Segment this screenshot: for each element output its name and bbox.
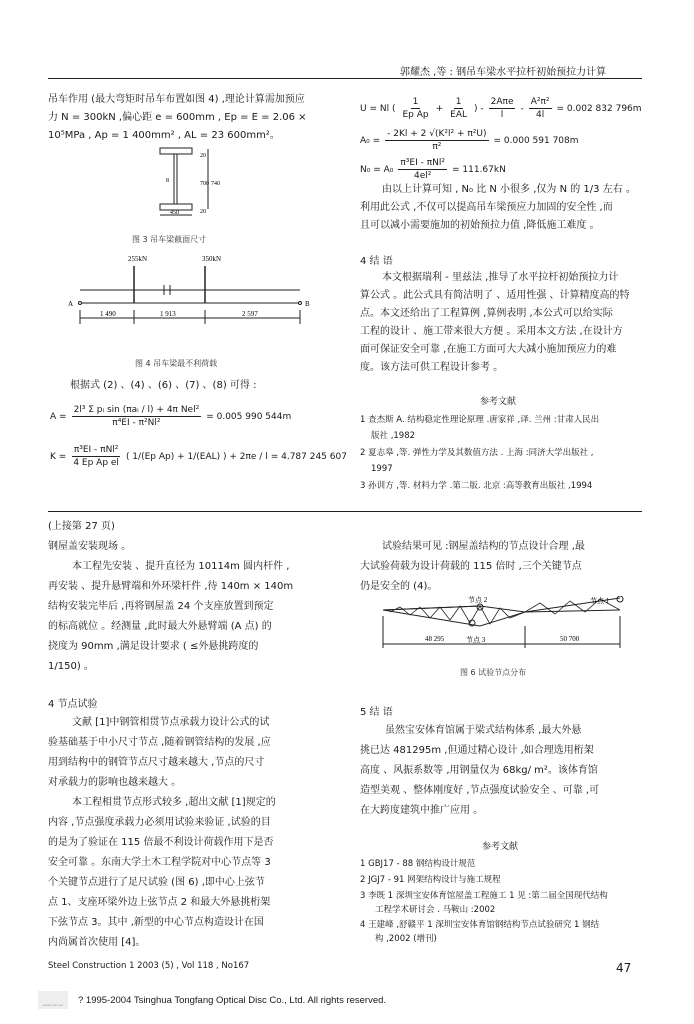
dim-label: 450 bbox=[170, 210, 179, 216]
section-divider bbox=[48, 511, 642, 512]
text-line: 再安装 、提升悬臂端和外环梁杆件 ,待 140m × 140m bbox=[48, 581, 294, 592]
eq-numerator: 2Aπe bbox=[490, 97, 514, 107]
span-label: 2 597 bbox=[242, 310, 258, 318]
dim-label: 20 bbox=[200, 153, 206, 159]
text-line: 本工程先安装 、提升直径为 10114m 圆内杆件 , bbox=[72, 561, 290, 572]
span-label: 1 490 bbox=[100, 310, 116, 318]
span-label: 50 700 bbox=[560, 635, 580, 643]
eq-lhs: U = Nl ( bbox=[360, 103, 396, 114]
text-line: 本文根据瑞利 - 里兹法 ,推导了水平拉杆初始预拉力计 bbox=[382, 272, 619, 283]
load-label: 255kN bbox=[128, 255, 148, 263]
continued-note: (上接第 27 页) bbox=[48, 521, 115, 532]
references-heading: 参考文献 bbox=[482, 842, 519, 852]
text-line: 在大跨度建筑中推广应用 。 bbox=[360, 805, 484, 816]
fig4-caption: 图 4 吊车梁最不利荷载 bbox=[135, 359, 218, 368]
text-line: 用到结构中的钢管节点尺寸越来越大 ,节点的尺寸 bbox=[48, 757, 265, 768]
text-line: 利用此公式 ,不仅可以提高吊车梁预应力加固的安全性 ,而 bbox=[360, 202, 613, 213]
eq-denominator: π⁴EI - π²Nl² bbox=[112, 418, 161, 428]
dim-label: 8 bbox=[166, 178, 169, 184]
load-label: 350kN bbox=[202, 255, 222, 263]
section-heading: 4 结 语 bbox=[360, 256, 393, 267]
eq-denominator: 4 Ep Ap el bbox=[73, 458, 119, 468]
eq-result: = 0.002 832 796m bbox=[556, 103, 642, 114]
eq-denominator: EAL bbox=[450, 110, 468, 120]
text-line: 吊车作用 (最大弯矩时吊车布置如图 4) ,理论计算需加预应 bbox=[48, 94, 305, 105]
text-line: 安全可靠 。东南大学土木工程学院对中心节点等 3 bbox=[48, 857, 271, 868]
node-label: 节点 3 bbox=[466, 636, 486, 644]
text-line: 下弦节点 3。其中 ,新型的中心节点构造设计在国 bbox=[48, 917, 264, 928]
text-line: 本工程相贯节点形式较多 ,超出文献 [1]规定的 bbox=[72, 797, 276, 808]
eq-result: = 111.67kN bbox=[451, 164, 506, 175]
text-line: 点 1、支座环梁外边上弦节点 2 和最大外悬挑桁架 bbox=[48, 897, 271, 908]
text-line: 度。该方法可供工程设计参考 。 bbox=[360, 362, 504, 373]
text-line: 算公式 。此公式具有简洁明了 、适用性强 、计算精度高的特 bbox=[360, 290, 630, 301]
text-line: 文献 [1]中钢管相贯节点承载力设计公式的试 bbox=[72, 717, 270, 728]
eq-numerator: 1 bbox=[412, 97, 419, 107]
references-heading: 参考文献 bbox=[480, 397, 517, 407]
text-line: 力 N = 300kN ,偏心距 e = 600mm , Ep = E = 2.06 × bbox=[48, 112, 307, 123]
section-heading: 4 节点试验 bbox=[48, 699, 98, 710]
text-line: 由以上计算可知 , N₀ 比 N 小很多 ,仅为 N 的 1/3 左右 。 bbox=[382, 184, 636, 195]
eq-result: = 4.787 245 607 bbox=[270, 451, 347, 462]
node-label: 节点 1 bbox=[590, 597, 610, 605]
text-line: 的标高就位 。经测量 ,此时最大外悬臂端 (A 点) 的 bbox=[48, 621, 272, 632]
text-line: 内尚属首次使用 [4]。 bbox=[48, 937, 146, 948]
reference-item: 版社 ,1982 bbox=[371, 431, 416, 441]
text-line: 挑已达 481295m ,但通过精心设计 ,如合理选用桁架 bbox=[360, 745, 594, 756]
eq-numerator: π³EI - πNl² bbox=[400, 158, 445, 168]
reference-item: 1 查杰斯 A. 结构稳定性理论原理 .唐家祥 ,译. 兰州 :甘肃人民出 bbox=[360, 415, 600, 425]
eq-numerator: 1 bbox=[455, 97, 462, 107]
eq-lhs: A = bbox=[50, 411, 67, 422]
eq-denominator: l bbox=[500, 110, 504, 120]
equation-intro: 根据式 (2) 、(4) 、(6) 、(7) 、(8) 可得 : bbox=[70, 380, 257, 391]
eq-denominator: π² bbox=[432, 142, 442, 152]
point-label: B bbox=[305, 300, 310, 308]
eq-denominator: Ep Ap bbox=[402, 110, 429, 120]
text-line: 1/150) 。 bbox=[48, 661, 94, 672]
text-line: 工程的设计 、施工带来很大方便 。采用本文方法 ,在设计方 bbox=[360, 326, 623, 337]
eq-denominator: 4el² bbox=[413, 171, 432, 181]
text-line: 验基础基于中小尺寸节点 ,随着钢管结构的发展 ,应 bbox=[48, 737, 271, 748]
reference-item: 2 JGJ7 - 91 网架结构设计与施工规程 bbox=[360, 875, 501, 885]
reference-item: 3 孙训方 ,等. 材料力学 .第二版. 北京 :高等教育出版社 ,1994 bbox=[360, 481, 593, 491]
fig6-caption: 图 6 试验节点分布 bbox=[460, 668, 527, 677]
reference-item: 2 夏志皋 ,等. 弹性力学及其数值方法 . 上海 :同济大学出版社 , bbox=[360, 448, 594, 458]
dim-label: 700 bbox=[200, 181, 209, 187]
journal-footer: Steel Construction 1 2003 (5) , Vol 118 , No167 bbox=[48, 961, 250, 971]
eq-lhs: K = bbox=[50, 451, 67, 462]
span-label: 48 295 bbox=[425, 635, 445, 643]
text-line: 点。本文还给出了工程算例 ,算例表明 ,本公式可以给实际 bbox=[360, 308, 613, 319]
eq-result: = 0.000 591 708m bbox=[493, 135, 579, 146]
dim-label: 20 bbox=[200, 209, 206, 215]
text-line: 个关键节点进行了足尺试验 (图 6) ,即中心上弦节 bbox=[48, 877, 265, 888]
text-line: 钢屋盖安装现场 。 bbox=[48, 541, 132, 552]
text-line: 的是为了验证在 115 倍最不利设计荷载作用下是否 bbox=[48, 837, 274, 848]
dim-label: 740 bbox=[211, 181, 220, 187]
page-number: 47 bbox=[616, 961, 632, 975]
reference-item: 1 GBJ17 - 88 钢结构设计规范 bbox=[360, 859, 476, 869]
fig4-load-diagram bbox=[62, 252, 332, 332]
point-label: A bbox=[68, 300, 74, 308]
eq-numerator: π³EI - πNl² bbox=[73, 445, 119, 455]
fig6-truss-diagram bbox=[380, 596, 640, 658]
eq-lhs: N₀ = A₀ bbox=[360, 164, 394, 175]
reference-item: 工程学术研讨会 . 马鞍山 :2002 bbox=[375, 905, 496, 915]
logo-text: www.cnki.net bbox=[42, 1003, 64, 1007]
reference-item: 构 ,2002 (增刊) bbox=[375, 934, 437, 944]
text-line: 面可保证安全可靠 ,在施工方面可大大减小施加预应力的难 bbox=[360, 344, 617, 355]
eq-numerator: - 2Kl + 2 √(K²l² + π²U) bbox=[387, 129, 487, 139]
text-line: 挠度为 90mm ,满足设计要求 ( ≤外悬挑跨度的 bbox=[48, 641, 259, 652]
fig3-ibeam-diagram bbox=[150, 145, 230, 217]
fig3-caption: 图 3 吊车梁截面尺寸 bbox=[132, 235, 207, 244]
reference-item: 4 王建峰 ,舒赣平 1 深圳宝安体育馆钢结构节点试验研究 1 钢结 bbox=[360, 920, 600, 930]
text-line: 内容 ,节点强度承载力必须用试验来验证 ,试验的目 bbox=[48, 817, 271, 828]
header-rule bbox=[48, 78, 642, 79]
text-line: 10⁵MPa , Ap = 1 400mm² , AL = 23 600mm²。 bbox=[48, 130, 280, 141]
eq-numerator: 2l³ Σ pᵢ sin (πaᵢ / l) + 4π Nel² bbox=[73, 405, 200, 415]
text-line: 试验结果可见 :钢屋盖结构的节点设计合理 ,最 bbox=[382, 541, 585, 552]
section-heading: 5 结 语 bbox=[360, 707, 393, 718]
equation-A0 bbox=[360, 128, 579, 153]
span-label: 1 913 bbox=[160, 310, 176, 318]
node-label: 节点 2 bbox=[468, 596, 488, 604]
text-line: 且可以减小需要施加的初始预拉力值 ,降低施工难度 。 bbox=[360, 220, 600, 231]
text-line: 虽然宝安体育馆属于梁式结构体系 ,最大外悬 bbox=[385, 725, 582, 736]
equation-A bbox=[50, 404, 291, 429]
eq-result: = 0.005 990 544m bbox=[206, 411, 292, 422]
reference-item: 1997 bbox=[371, 464, 393, 474]
equation-U: U = Nl ( $\frac{1}{\text{Ep Ap}}$ + $\frac{1}{\text{EAL}}$ ) - $\frac{\text{2Aπe}}{l}$ - $\frac{\text{A²π²}}{4l}$ = 0.002 832 796m bbox=[360, 97, 642, 120]
eq-term: ( 1/(Ep Ap) + 1/(EAL) ) + 2πe / l bbox=[125, 451, 268, 462]
equation-K bbox=[50, 444, 347, 469]
running-title: 郭耀杰 ,等 : 钢吊车梁水平拉杆初始预拉力计算 bbox=[400, 67, 607, 78]
equation-N0 bbox=[360, 157, 506, 182]
text-line: 高度 、风振系数等 ,用钢量仅为 68kg/ m²。该体育馆 bbox=[360, 765, 598, 776]
eq-denominator: 4l bbox=[536, 110, 545, 120]
eq-numerator: A²π² bbox=[530, 97, 550, 107]
text-line: 结构安装完毕后 ,再将钢屋盖 24 个支座放置到预定 bbox=[48, 601, 274, 612]
text-line: 对承载力的影响也越来越大 。 bbox=[48, 777, 182, 788]
copyright-notice: ? 1995-2004 Tsinghua Tongfang Optical Disc Co., Ltd. All rights reserved. bbox=[78, 995, 387, 1006]
eq-lhs: A₀ = bbox=[360, 135, 381, 146]
reference-item: 3 李既 1 深圳宝安体育馆屋盖工程施工 1 见 :第二届全国现代结构 bbox=[360, 891, 608, 901]
text-line: 仍是安全的 (4)。 bbox=[360, 581, 438, 592]
cnki-logo bbox=[38, 991, 68, 1009]
text-line: 大试验荷载为设计荷载的 115 倍时 ,三个关键节点 bbox=[360, 561, 582, 572]
text-line: 造型美观 、整体刚度好 ,节点强度试验安全 、可靠 ,可 bbox=[360, 785, 600, 796]
